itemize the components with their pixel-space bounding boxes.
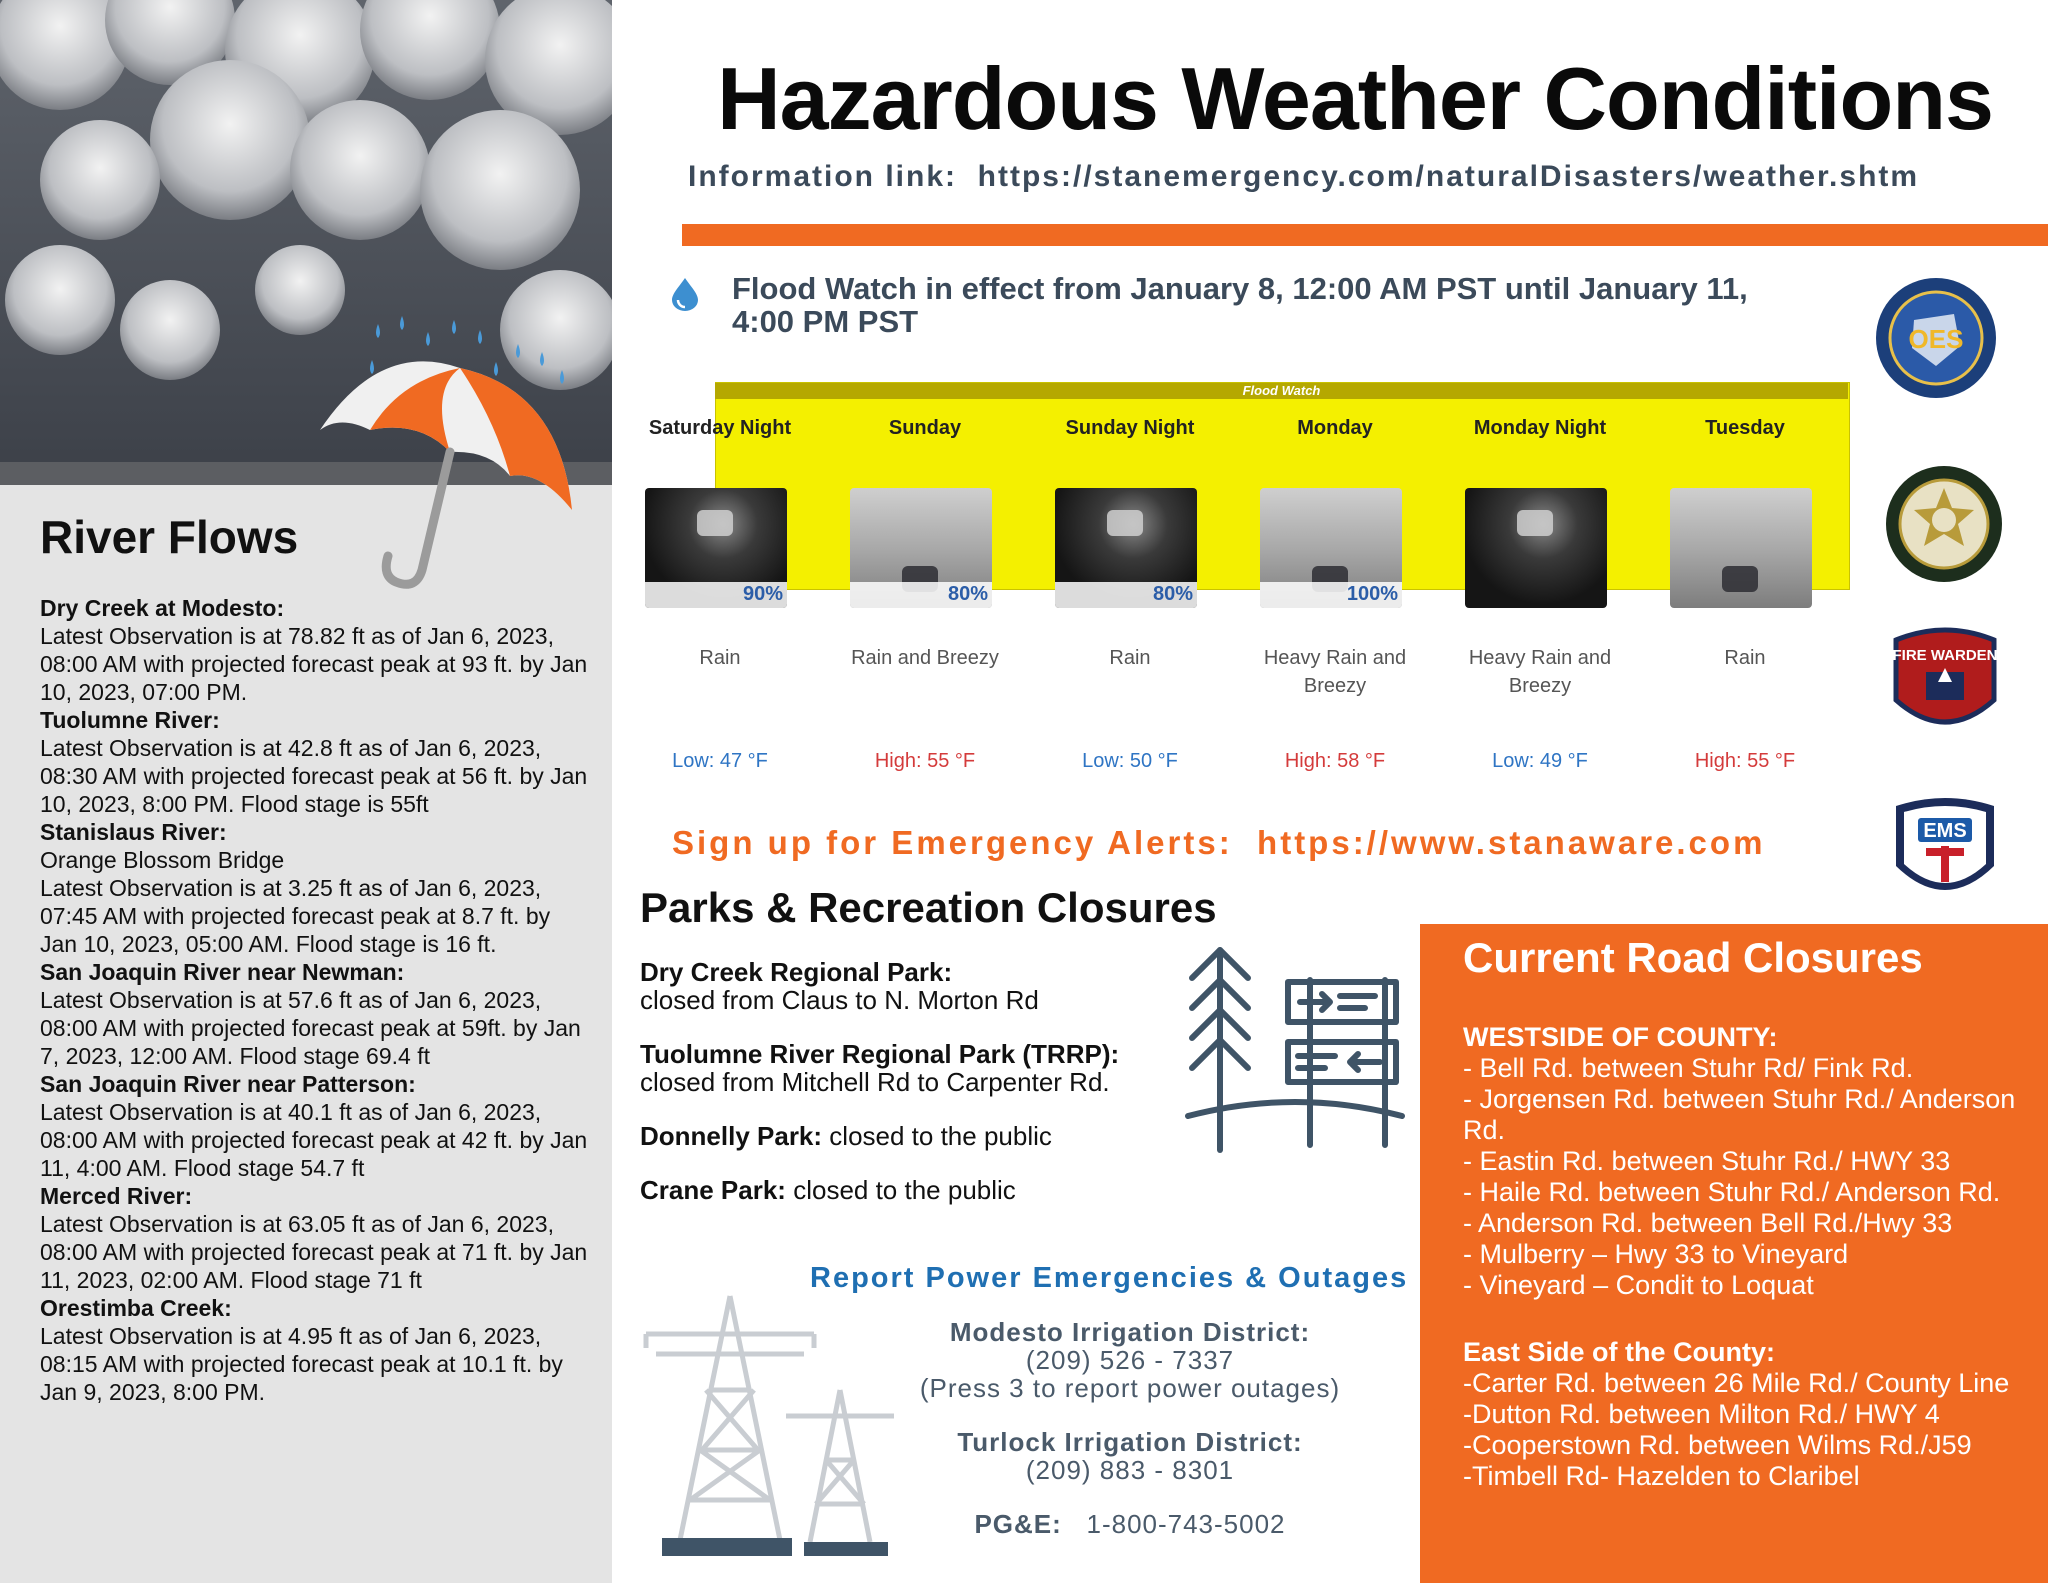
rain-photo (850, 488, 992, 608)
road-closure-item: - Bell Rd. between Stuhr Rd/ Fink Rd. (1463, 1053, 1914, 1083)
info-link-label: Information link: (688, 160, 957, 193)
fire-warden-badge (1886, 620, 2004, 744)
power-contacts (880, 1318, 1380, 1538)
tid-phone[interactable]: (209) 883 - 8301 (1025, 1455, 1235, 1485)
water-drop-icon (668, 276, 702, 312)
ems-badge-text: EMS (1923, 820, 1967, 842)
river-observation: Latest Observation is at 42.8 ft as of Jan 6, 2023, 08:30 AM with projected forecast peak at 56 ft. by Jan 10, 2023, 8:00 PM. Flood stage is 55ft (40, 735, 588, 817)
road-closure-item: - Anderson Rd. between Bell Rd./Hwy 33 (1463, 1208, 1953, 1238)
park-name: Crane Park: (640, 1175, 786, 1205)
rain-photo (1670, 488, 1812, 608)
forecast-temperature: Low: 49 °F (1492, 750, 1588, 772)
flood-watch-text: Flood Watch in effect from January 8, 12:00 AM PST until January 11, 4:00 PM PST (732, 271, 1748, 339)
forecast-condition: Rain and Breezy (851, 647, 999, 669)
precip-percent: 80% (947, 583, 988, 605)
park-status: closed to the public (829, 1121, 1052, 1151)
park-status: closed from Mitchell Rd to Carpenter Rd. (640, 1067, 1110, 1097)
parks-closures-list (640, 958, 1200, 1230)
forecast-temperature: High: 58 °F (1284, 750, 1386, 772)
header-divider (682, 224, 2048, 246)
park-closure-item (640, 958, 1200, 1014)
umbrella-icon (310, 300, 610, 600)
info-link-line (688, 160, 1919, 194)
road-closures-list (1463, 1022, 2043, 1492)
forecast-temperature: High: 55 °F (874, 750, 976, 772)
pge-name: PG&E: (974, 1509, 1062, 1539)
river-flows-title: River Flows (40, 511, 299, 563)
page-title: Hazardous Weather Conditions (717, 49, 1993, 148)
park-closure-item (640, 1122, 1200, 1150)
road-closure-item: - Mulberry – Hwy 33 to Vineyard (1463, 1239, 1849, 1269)
road-closure-item: -Cooperstown Rd. between Wilms Rd./J59 (1463, 1430, 1972, 1460)
park-closure-item (640, 1176, 1200, 1204)
park-status: closed from Claus to N. Morton Rd (640, 985, 1039, 1015)
rain-photo (1260, 488, 1402, 608)
road-closure-item: -Dutton Rd. between Milton Rd./ HWY 4 (1463, 1399, 1940, 1429)
river-name: Stanislaus River: (40, 819, 227, 845)
forecast-day-name: Monday Night (1473, 417, 1607, 439)
river-name: Merced River: (40, 1183, 193, 1209)
mid-note: (Press 3 to report power outages) (919, 1373, 1341, 1403)
oes-badge (1874, 276, 1998, 400)
mid-phone[interactable]: (209) 526 - 7337 (1025, 1345, 1235, 1375)
tid-name: Turlock Irrigation District: (957, 1427, 1303, 1457)
forecast-day-name: Sunday (888, 417, 962, 439)
weather-forecast (640, 380, 1860, 790)
park-signpost-icon (1180, 940, 1410, 1155)
river-observation: Latest Observation is at 4.95 ft as of Jan 6, 2023, 08:15 AM with projected forecast peak at 10.1 ft. by Jan 9, 2023, 8:00 PM. (40, 1323, 563, 1405)
rain-photo (1055, 488, 1197, 608)
park-name: Donnelly Park: (640, 1121, 823, 1151)
signup-link[interactable]: https://www.stanaware.com (1257, 824, 1766, 861)
sheriff-badge (1884, 464, 2004, 584)
parks-closures-title: Parks & Recreation Closures (640, 884, 1217, 931)
forecast-day-name: Monday (1297, 417, 1373, 439)
river-observation: Latest Observation is at 78.82 ft as of Jan 6, 2023, 08:00 AM with projected forecast peak at 93 ft. by Jan 10, 2023, 07:00 PM. (40, 623, 588, 705)
road-closure-item: - Jorgensen Rd. between Stuhr Rd./ Anderson Rd. (1463, 1084, 2016, 1145)
forecast-temperature: Low: 50 °F (1082, 750, 1178, 772)
river-name: Orestimba Creek: (40, 1295, 232, 1321)
river-observation: Latest Observation is at 57.6 ft as of Jan 6, 2023, 08:00 AM with projected forecast peak at 59ft. by Jan 7, 2023, 12:00 AM. Flood stage 69.4 ft (40, 987, 581, 1069)
river-observation: Latest Observation is at 63.05 ft as of Jan 6, 2023, 08:00 AM with projected forecast peak at 71 ft. by Jan 11, 2023, 02:00 AM. Flood stage 71 ft (40, 1211, 588, 1293)
river-name: Dry Creek at Modesto: (40, 595, 285, 621)
park-status: closed to the public (793, 1175, 1016, 1205)
road-closure-item: -Timbell Rd- Hazelden to Claribel (1463, 1461, 1860, 1491)
river-observation: Orange Blossom Bridge (40, 847, 285, 873)
rain-photo (1465, 488, 1607, 608)
mid-name: Modesto Irrigation District: (949, 1317, 1311, 1347)
precip-percent: 100% (1346, 583, 1398, 605)
precip-percent: 80% (1152, 583, 1193, 605)
forecast-temperature: Low: 47 °F (672, 750, 768, 772)
fire-warden-badge-text: FIRE WARDEN (1892, 647, 1998, 664)
car-silhouette (1722, 566, 1758, 592)
forecast-condition: Heavy Rain and Breezy (1263, 647, 1407, 697)
river-name: San Joaquin River near Patterson: (40, 1071, 416, 1097)
road-closure-item: - Eastin Rd. between Stuhr Rd./ HWY 33 (1463, 1146, 1951, 1176)
river-name: Tuolumne River: (40, 707, 220, 733)
section-gap (1463, 1301, 2043, 1337)
car-silhouette (697, 510, 733, 536)
road-section-heading: WESTSIDE OF COUNTY: (1463, 1022, 1778, 1052)
forecast-temperature: High: 55 °F (1694, 750, 1796, 772)
pge-phone[interactable]: 1-800-743-5002 (1086, 1509, 1286, 1539)
signup-label: Sign up for Emergency Alerts: (672, 824, 1233, 861)
power-emergencies-title: Report Power Emergencies & Outages (810, 1262, 1409, 1294)
forecast-condition: Rain (699, 647, 741, 669)
forecast-day-name: Tuesday (1705, 417, 1785, 439)
river-observation: Latest Observation is at 3.25 ft as of Jan 6, 2023, 07:45 AM with projected forecast peak at 8.7 ft. by Jan 10, 2023, 05:00 AM. Flood stage is 16 ft. (40, 875, 551, 957)
river-name: San Joaquin River near Newman: (40, 959, 405, 985)
river-flows-list (40, 594, 588, 1406)
road-section-heading: East Side of the County: (1463, 1337, 1776, 1367)
park-name: Tuolumne River Regional Park (TRRP): (640, 1039, 1120, 1069)
forecast-day-name: Sunday Night (1065, 417, 1195, 439)
road-closures-title: Current Road Closures (1463, 934, 1923, 981)
rain-photo (645, 488, 787, 608)
forecast-condition: Heavy Rain and Breezy (1468, 647, 1612, 697)
precip-percent: 90% (742, 583, 783, 605)
river-observation: Latest Observation is at 40.1 ft as of Jan 6, 2023, 08:00 AM with projected forecast peak at 42 ft. by Jan 11, 4:00 AM. Flood stage 54.7 ft (40, 1099, 588, 1181)
oes-badge-text: OES (1908, 324, 1964, 354)
forecast-day-name: Saturday Night (648, 417, 792, 439)
ems-badge (1886, 792, 2004, 910)
car-silhouette (1517, 510, 1553, 536)
power-tower-icon (640, 1290, 900, 1560)
info-link-url[interactable]: https://stanemergency.com/naturalDisasters/weather.shtm (977, 160, 1920, 193)
forecast-condition: Rain (1724, 647, 1766, 669)
flood-watch-band-label: Flood Watch (715, 383, 1848, 399)
emergency-alerts-signup (672, 824, 1765, 862)
road-closure-item: - Vineyard – Condit to Loquat (1463, 1270, 1814, 1300)
road-closure-item: - Haile Rd. between Stuhr Rd./ Anderson Rd. (1463, 1177, 2001, 1207)
car-silhouette (1107, 510, 1143, 536)
road-closure-item: -Carter Rd. between 26 Mile Rd./ County Line (1463, 1368, 2010, 1398)
park-name: Dry Creek Regional Park: (640, 957, 953, 987)
forecast-condition: Rain (1109, 647, 1151, 669)
park-closure-item (640, 1040, 1200, 1096)
